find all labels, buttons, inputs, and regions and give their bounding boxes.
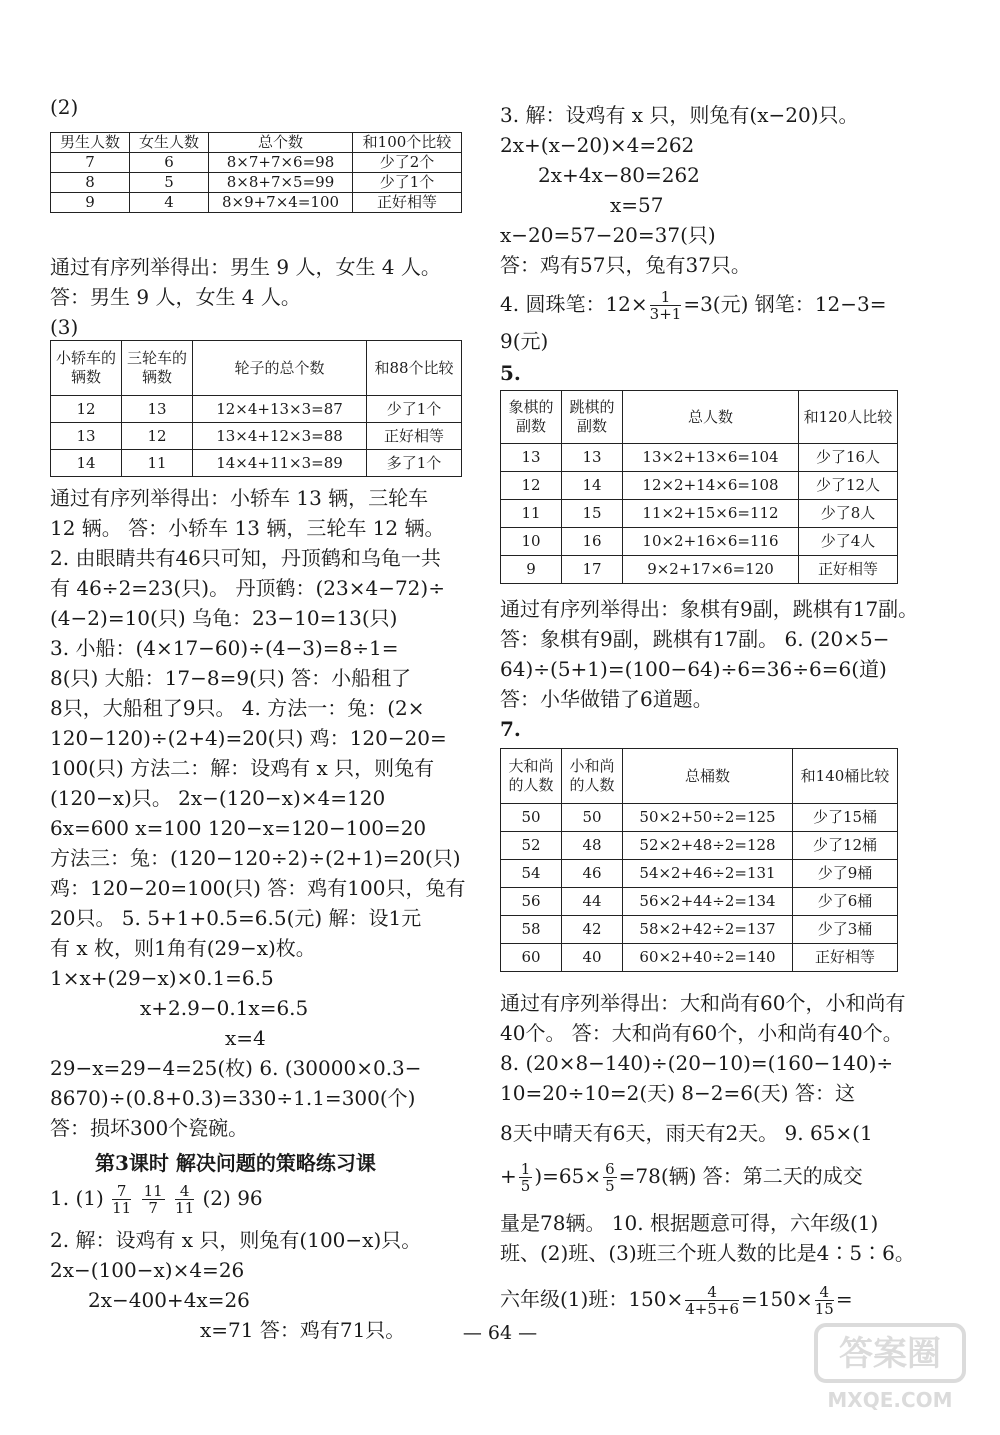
table-row (501, 944, 898, 972)
table-cell: 50 (562, 804, 623, 832)
table-row (501, 804, 898, 832)
text-line: 答：象棋有9副，跳棋有17副。 6. (20×5− (500, 627, 890, 651)
table-header-cell: 男生人数 (51, 133, 130, 153)
table-cell: 少了1个 (367, 396, 462, 423)
table-cell: 52 (501, 832, 562, 860)
text-line: 29−x=29−4=25(枚) 6. (30000×0.3− (50, 1056, 422, 1080)
table-boys-girls (50, 132, 462, 213)
fraction (142, 1183, 165, 1216)
equation-line: x=57 (610, 193, 664, 217)
table-cell: 54 (501, 860, 562, 888)
table-cell: 少了4人 (799, 528, 898, 556)
table-cell: 少了8人 (799, 500, 898, 528)
table-cell: 17 (562, 556, 623, 584)
table-cell: 7 (51, 153, 130, 173)
lesson-question-1 (50, 1178, 263, 1218)
fraction (175, 1183, 194, 1216)
q9-text: )=65× (534, 1164, 602, 1188)
table-cell: 6 (130, 153, 209, 173)
table-header-cell: 女生人数 (130, 133, 209, 153)
table-header-cell: 大和尚的人数 (501, 749, 562, 804)
fraction (519, 1161, 533, 1194)
text-line: 通过有序列举得出：小轿车 13 辆，三轮车 (50, 486, 429, 510)
text-line: 答：小华做错了6道题。 (500, 687, 713, 711)
table-cell: 少了2个 (353, 153, 462, 173)
q9-text: + (500, 1164, 517, 1188)
fraction-denominator: 5 (520, 1177, 531, 1195)
table-row (501, 472, 898, 500)
table-cell: 60 (501, 944, 562, 972)
text-line: 量是78辆。 10. 根据题意可得，六年级(1) (500, 1211, 879, 1235)
text-line: 3. 解：设鸡有 x 只，则兔有(x−20)只。 (500, 103, 859, 127)
text-line: 答：男生 9 人，女生 4 人。 (50, 285, 301, 309)
table-cell: 8×9+7×4=100 (209, 193, 353, 213)
fraction-denominator: 7 (148, 1199, 158, 1217)
svg-text:答案圈: 答案圈 (839, 1334, 941, 1374)
table-cell: 少了15桶 (793, 804, 898, 832)
question-10-line (500, 1278, 853, 1320)
table-cell: 13 (501, 444, 562, 472)
table-row (51, 423, 462, 450)
fraction-denominator: 11 (112, 1199, 132, 1217)
table-cell: 16 (562, 528, 623, 556)
text-line: 方法三：兔：(120−120÷2)÷(2+1)=20(只) (50, 846, 461, 870)
table-cars (50, 340, 462, 477)
text-line: 8(只) 大船：17−8=9(只) 答：小船租了 (50, 666, 412, 690)
text-line: 100(只) 方法二：解：设鸡有 x 只，则兔有 (50, 756, 435, 780)
fraction-numerator: 1 (520, 1160, 531, 1178)
text-line: 8. (20×8−140)÷(20−10)=(160−140)÷ (500, 1051, 894, 1075)
table-cell: 13×4+12×3=88 (193, 423, 367, 450)
text-line: 8670)÷(0.8+0.3)=330÷1.1=300(个) (50, 1086, 416, 1110)
text-line: 8只，大船租了9只。 4. 方法一：兔：(2× (50, 696, 425, 720)
text-line: 8天中晴天有6天，雨天有2天。 9. 65×(1 (500, 1121, 873, 1145)
table-cell: 12×2+14×6=108 (623, 472, 799, 500)
table-cell: 12 (501, 472, 562, 500)
equation-line: 2x+(x−20)×4=262 (500, 133, 695, 157)
fraction-denominator: 5 (605, 1177, 615, 1195)
table-row (501, 888, 898, 916)
table-header-row (501, 391, 898, 444)
table-cell: 10×2+16×6=116 (623, 528, 799, 556)
text-line: 班、(2)班、(3)班三个班人数的比是4∶5∶6。 (500, 1241, 915, 1265)
table-cell: 正好相等 (799, 556, 898, 584)
text-line: 通过有序列举得出：象棋有9副，跳棋有17副。 (500, 597, 919, 621)
q10-text: = (835, 1287, 853, 1311)
text-line: 有 46÷2=23(只)。 丹顶鹤：(23×4−72)÷ (50, 576, 445, 600)
text-line: 答：损坏300个瓷碗。 (50, 1116, 249, 1140)
table-cell: 42 (562, 916, 623, 944)
equation-line: x=4 (225, 1026, 266, 1050)
table-header-cell: 总人数 (623, 391, 799, 444)
table-row (51, 193, 462, 213)
table-header-cell: 小轿车的辆数 (51, 341, 122, 396)
question-4-line (500, 284, 886, 324)
question-9-line (500, 1155, 863, 1197)
table-cell: 11 (501, 500, 562, 528)
table-cell: 5 (130, 173, 209, 193)
equation-line: x=71 答：鸡有71只。 (200, 1318, 406, 1342)
table-cell: 13 (122, 396, 193, 423)
page-number: — 64 — (462, 1322, 538, 1344)
table-chess (500, 390, 898, 584)
table-cell: 56×2+44÷2=134 (623, 888, 793, 916)
fraction (603, 1161, 617, 1194)
text-line: 6x=600 x=100 120−x=120−100=20 (50, 816, 427, 840)
watermark-logo (810, 1317, 970, 1417)
q1-prefix: 1. (1) (50, 1186, 104, 1210)
table-header-cell: 三轮车的辆数 (122, 341, 193, 396)
table-row (501, 528, 898, 556)
text-line: 40个。 答：大和尚有60个，小和尚有40个。 (500, 1021, 903, 1045)
table-header-cell: 和140桶比较 (793, 749, 898, 804)
text-line: 9(元) (500, 329, 549, 353)
text-line: 64)÷(5+1)=(100−64)÷6=36÷6=6(道) (500, 657, 887, 681)
fraction-numerator: 4 (685, 1284, 739, 1301)
table-row (51, 173, 462, 193)
table-cell: 54×2+46÷2=131 (623, 860, 793, 888)
text-line: 通过有序列举得出：大和尚有60个，小和尚有 (500, 991, 906, 1015)
fraction-denominator: 11 (175, 1199, 195, 1217)
table-cell: 40 (562, 944, 623, 972)
q10-text: =150× (741, 1287, 813, 1311)
table-cell: 8×7+7×6=98 (209, 153, 353, 173)
table-cell: 44 (562, 888, 623, 916)
equation-line: 2x+4x−80=262 (538, 163, 700, 187)
fraction-denominator: 15 (814, 1300, 834, 1318)
fraction (112, 1183, 131, 1216)
table-cell: 58×2+42÷2=137 (623, 916, 793, 944)
table-cell: 56 (501, 888, 562, 916)
table-cell: 14×4+11×3=89 (193, 450, 367, 477)
table-cell: 52×2+48÷2=128 (623, 832, 793, 860)
section-3-label: (3) (50, 315, 79, 339)
equation-line: x−20=57−20=37(只) (500, 223, 716, 247)
text-line: 12 辆。 答：小轿车 13 辆，三轮车 12 辆。 (50, 516, 445, 540)
table-cell: 少了16人 (799, 444, 898, 472)
table-cell: 12×4+13×3=87 (193, 396, 367, 423)
table-header-cell: 总个数 (209, 133, 353, 153)
table-row (501, 444, 898, 472)
table-cell: 9×2+17×6=120 (623, 556, 799, 584)
table-row (501, 832, 898, 860)
q4-text: =3(元) 钢笔：12−3= (683, 292, 887, 316)
table-cell: 46 (562, 860, 623, 888)
table-cell: 少了1个 (353, 173, 462, 193)
equation-line: 1×x+(29−x)×0.1=6.5 (50, 966, 274, 990)
table-cell: 13 (562, 444, 623, 472)
table-row (501, 860, 898, 888)
table-header-row (51, 341, 462, 396)
fraction-denominator: 4+5+6 (685, 1300, 740, 1318)
table-row (501, 556, 898, 584)
table-cell: 少了9桶 (793, 860, 898, 888)
fraction-numerator: 4 (815, 1284, 834, 1301)
lesson-title: 第3课时 解决问题的策略练习课 (95, 1151, 376, 1175)
table-header-cell: 小和尚的人数 (562, 749, 623, 804)
table-header-cell: 跳棋的副数 (562, 391, 623, 444)
table-cell: 12 (122, 423, 193, 450)
q10-text: 六年级(1)班：150× (500, 1287, 684, 1311)
fraction (650, 289, 682, 322)
text-line: (120−x)只。 2x−(120−x)×4=120 (50, 786, 386, 810)
table-cell: 8 (51, 173, 130, 193)
text-line: 10=20÷10=2(天) 8−2=6(天) 答：这 (500, 1081, 855, 1105)
text-line: 答：鸡有57只，兔有37只。 (500, 253, 751, 277)
table-cell: 9 (501, 556, 562, 584)
text-line: 20只。 5. 5+1+0.5=6.5(元) 解：设1元 (50, 906, 422, 930)
q1-suffix: (2) 96 (202, 1186, 263, 1210)
table-cell: 50 (501, 804, 562, 832)
table-row (51, 153, 462, 173)
table-header-cell: 象棋的副数 (501, 391, 562, 444)
table-cell: 13×2+13×6=104 (623, 444, 799, 472)
equation-line: 2x−400+4x=26 (88, 1288, 250, 1312)
table-header-cell: 和120人比较 (799, 391, 898, 444)
equation-line: x+2.9−0.1x=6.5 (140, 996, 309, 1020)
fraction-numerator: 7 (112, 1183, 131, 1200)
table-cell: 正好相等 (793, 944, 898, 972)
table-header-row (501, 749, 898, 804)
text-line: 120−120)÷(2+4)=20(只) 鸡：120−20= (50, 726, 447, 750)
section-2-label: (2) (50, 95, 79, 119)
text-line: 3. 小船：(4×17−60)÷(4−3)=8÷1= (50, 636, 399, 660)
table-cell: 11 (122, 450, 193, 477)
table-header-cell: 轮子的总个数 (193, 341, 367, 396)
table-cell: 58 (501, 916, 562, 944)
table-cell: 15 (562, 500, 623, 528)
table-row (501, 916, 898, 944)
table-cell: 12 (51, 396, 122, 423)
text-line: 通过有序列举得出：男生 9 人，女生 4 人。 (50, 255, 441, 279)
text-line: 2. 解：设鸡有 x 只，则兔有(100−x)只。 (50, 1228, 422, 1252)
table-cell: 少了6桶 (793, 888, 898, 916)
fraction-numerator: 6 (605, 1160, 615, 1178)
table-cell: 9 (51, 193, 130, 213)
section-5-label: 5. (500, 361, 521, 385)
table-cell: 11×2+15×6=112 (623, 500, 799, 528)
table-cell: 多了1个 (367, 450, 462, 477)
table-cell: 少了12人 (799, 472, 898, 500)
table-cell: 48 (562, 832, 623, 860)
table-header-cell: 和100个比较 (353, 133, 462, 153)
fraction-numerator: 11 (143, 1182, 163, 1200)
fraction (815, 1284, 834, 1317)
fraction (685, 1284, 739, 1317)
table-cell: 少了12桶 (793, 832, 898, 860)
fraction-denominator: 3+1 (649, 305, 682, 323)
table-header-cell: 和88个比较 (367, 341, 462, 396)
fraction-numerator: 1 (650, 289, 682, 306)
table-cell: 10 (501, 528, 562, 556)
table-cell: 少了3桶 (793, 916, 898, 944)
table-cell: 正好相等 (353, 193, 462, 213)
table-cell: 60×2+40÷2=140 (623, 944, 793, 972)
table-cell: 50×2+50÷2=125 (623, 804, 793, 832)
table-header-cell: 总桶数 (623, 749, 793, 804)
table-row (501, 500, 898, 528)
q9-text: =78(辆) 答：第二天的成交 (618, 1164, 863, 1188)
text-line: 鸡：120−20=100(只) 答：鸡有100只，兔有 (50, 876, 466, 900)
svg-text:MXQE.COM: MXQE.COM (827, 1388, 953, 1412)
table-cell: 8×8+7×5=99 (209, 173, 353, 193)
table-cell: 14 (562, 472, 623, 500)
text-line: 2. 由眼睛共有46只可知，丹顶鹤和乌龟一共 (50, 546, 441, 570)
table-header-row (51, 133, 462, 153)
equation-line: 2x−(100−x)×4=26 (50, 1258, 245, 1282)
table-cell: 4 (130, 193, 209, 213)
text-line: 有 x 枚，则1角有(29−x)枚。 (50, 936, 316, 960)
table-cell: 正好相等 (367, 423, 462, 450)
table-row (51, 396, 462, 423)
table-cell: 13 (51, 423, 122, 450)
text-line: (4−2)=10(只) 乌龟：23−10=13(只) (50, 606, 398, 630)
q4-text: 4. 圆珠笔：12× (500, 292, 648, 316)
table-monks (500, 748, 898, 972)
table-row (51, 450, 462, 477)
table-cell: 14 (51, 450, 122, 477)
section-7-label: 7. (500, 717, 521, 741)
fraction-numerator: 4 (175, 1183, 194, 1200)
